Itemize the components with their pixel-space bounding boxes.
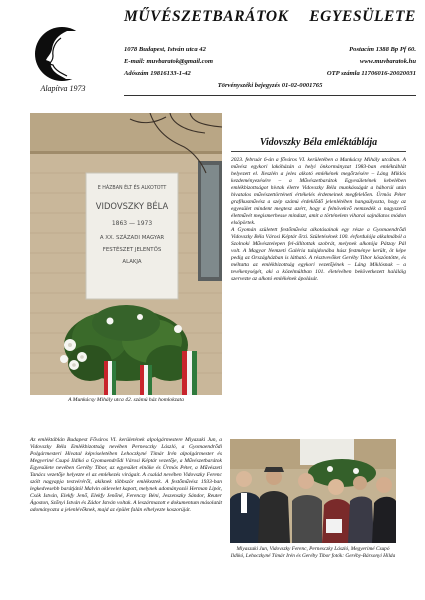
plaque-photo [30, 113, 222, 395]
article-body-right [231, 157, 406, 283]
plaque-line-6: ALAKJA [122, 259, 142, 265]
postal-address: Postacím 1388 Bp Pf 60. [349, 46, 416, 53]
founded-year: Alapítva 1973 [40, 84, 86, 93]
org-name-part-2: EGYESÜLETE [309, 8, 416, 25]
group-photo-caption: Miyaszaki Jun, Vidovszky Ferenc, Pernesczky László, Megyerimé Csupó Ildikó, Lehoczkyné Tímár Irén és Geréby Tibor fotók: Geréby-Bársonyi Hilda [230, 546, 396, 559]
article-body-bottom [30, 437, 222, 514]
org-name [124, 8, 416, 26]
title-underline [231, 151, 406, 152]
header-divider [124, 95, 416, 96]
plaque-line-2: VIDOVSZKY BÉLA [95, 201, 169, 211]
tax-id: Adószám 19816133-1-42 [124, 70, 191, 77]
header-contact-row [124, 58, 416, 65]
paragraph: A Gyomán született festőművész alkotásainak egy része a Gyomaendrődi Vidovszky Béla Városi Képtár őrzi. Születésének 100. évfordulója alkalmából a Szolnoki Művésztelepen fel-állítottak szobrát, melynek alkotója Pátzay Pál volt. A Magyar Nemzeti Galéria tulajdonába húsz festménye került, öt képe pedig az Országházban is látható. A résztvevőket Geréby Tibor köszöntötte, és méltatta az emlékbizottság egykori vezetőjének – Láng Miklósnak – a tevékenységét, aki a közelmúltban 101. életévében bekövetkezett haláláig szervezte az alkotó emlékének ápolását. [231, 226, 406, 282]
plaque-line-5: FESTÉSZET JELENTŐS [102, 247, 162, 253]
plaque-line-4: A XX. SZÁZADI MAGYAR [99, 235, 165, 241]
bank-account: OTP számla 11706016-20020031 [326, 70, 416, 77]
registry-number: Törvényszéki bejegyzés 01-02-0001765 [217, 82, 323, 89]
header-address-row [124, 46, 416, 53]
email: E-mail: muvbaratok@gmail.com [124, 58, 214, 65]
header-finance-row [124, 70, 416, 77]
plaque-photo-caption: A Munkácsy Mihály utca 42. számú ház homlokzata [68, 397, 184, 403]
group-photo [230, 439, 396, 543]
org-logo [31, 26, 93, 82]
address: 1078 Budapest, István utca 42 [124, 46, 206, 53]
org-name-part-1: MŰVÉSZETBARÁTOK [124, 8, 289, 25]
article-title: Vidovszky Béla emléktáblája [259, 137, 378, 148]
plaque-line-1: E HÁZBAN ÉLT ÉS ALKOTOTT [97, 186, 167, 191]
plaque-line-3: 1863 — 1973 [111, 220, 153, 227]
paragraph: 2023. február 6-án a főváros VI. kerületében a Munkácsy Mihály utcában. A művész egykori lakóházán a helyi önkormányzat 1983-ban emléktáblát helyezett el. Ileszlén a jeles alkotó emlékének megőrzésére – Láng Miklós kezdeményezésére – a Művészetbarátok Egyesületének kebelében emlékbizottságot hívtak életre Vidovszky Béla munkásságát a háborúi után hivatalos művészettörténeti értékelés érdemeinek megfelelően. Ürmös Péter grafikusművész a szép számú érdeklődő jelenlétében hangsúlyozta, hogy az egyesület mindent megtesz azért, hogy a felnövekvő nemzedék a nagyszerű életművét megismerhesse mindazt, amit a történelem viharai sajnálatos módon elsöpörtek. [231, 157, 406, 226]
website: www.muvbaratok.hu [359, 58, 416, 65]
paragraph: Az emléktáblán Budapest Főváros VI. kerületének alpolgármestere Miyazaki Jun, a Vidovszky Béla Emlékbizottság nevében Pernesczky László, a Gyomaendrődi Polgármesteri Hivatal képviseletében Lehoczkyné Tímár Irén alpolgármester és Megyeriné Csupó Ildikó a Gyomaendrődi Városi Képtár vezetője, a Művészetbarátok Egyesülete nevében Geréby Tibor, az egyesület elnöke és Ürmös Péter, a Művészeti Tanács vezetője helyezte el az emlékezés virágait. A család nevében Vidovszky Ferenc szólt nagyapja testvéréről, akiknek többször emlékeztek. A festőművész 1933-ban legkedvesebb barátjától Malvin oklevelet kapott, melynek adományozói Herman Lipót, Csók István, Elekfy Jenő, Elekfy Jenőné, Ferenczy Béni, Jeszenszky Sándor, Reuter Ágoston, Szőnyi István és Zádor István voltak. A leszármazott e dokumentum másolatát adományozta a jelenlévőknek, majd az épület falán elhelyezte koszorúját. [30, 437, 222, 513]
header-registry-row [124, 82, 416, 89]
